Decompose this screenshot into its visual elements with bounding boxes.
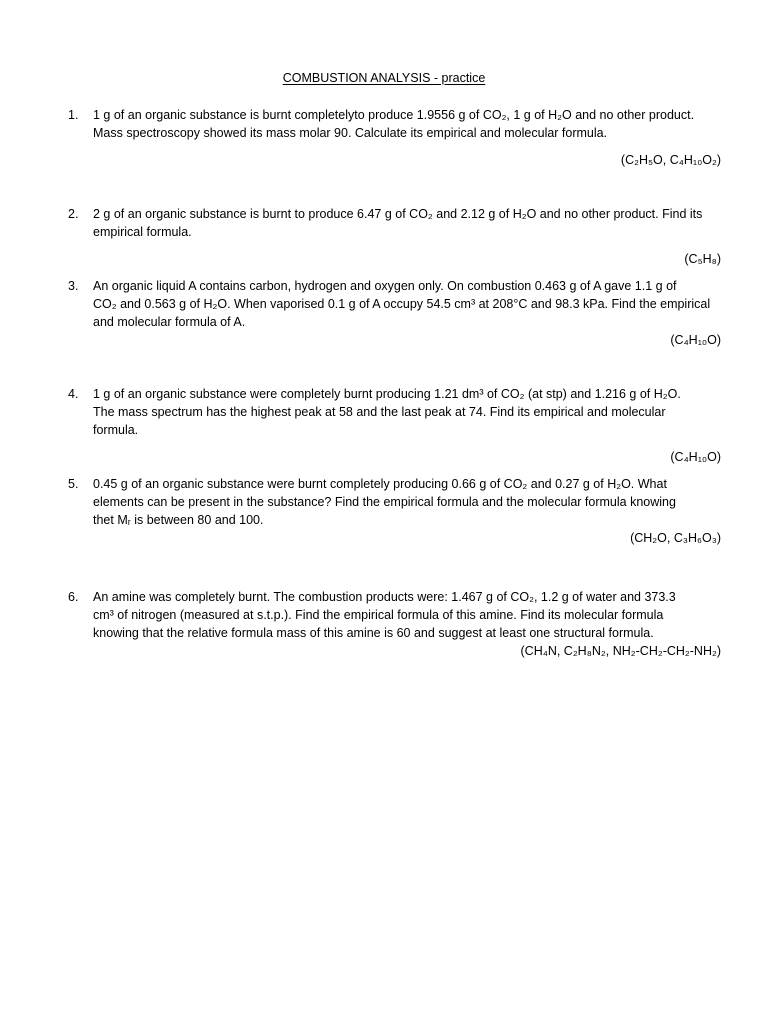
question-2 (68, 205, 723, 268)
question-answer: (C₄H₁₀O) (670, 450, 721, 464)
question-4 (68, 385, 723, 466)
question-text: An amine was completely burnt. The combustion products were: 1.467 g of CO₂, 1.2 g of water and 373.3 cm³ of nitrogen (measured at s.t.p.). Find the empirical formula of this amine. Find its molecular formula knowing that the relative formula mass of this amine is 60 and suggest at least one structural formula. (93, 590, 676, 640)
question-number: 2. (68, 207, 79, 221)
question-answer: (C₅H₈) (684, 252, 721, 266)
question-text: An organic liquid A contains carbon, hydrogen and oxygen only. On combustion 0.463 g of A gave 1.1 g of CO₂ and 0.563 g of H₂O. When vaporised 0.1 g of A occupy 54.5 cm³ at 208°C and 98.3 kPa. Find the empirical and molecular formula of A. (93, 279, 711, 329)
question-text: 1 g of an organic substance is burnt completelyto produce 1.9556 g of CO₂, 1 g of H₂O and no other product. Mass spectroscopy showed its mass molar 90. Calculate its empirical and molecular formula. (93, 108, 695, 140)
question-text: 2 g of an organic substance is burnt to produce 6.47 g of CO₂ and 2.12 g of H₂O and no other product. Find its empirical formula. (93, 207, 703, 239)
question-text: 0.45 g of an organic substance were burnt completely producing 0.66 g of CO₂ and 0.27 g of H₂O. What elements can be present in the substance? Find the empirical formula and the molecular formula knowing thet Mᵣ is between 80 and 100. (93, 477, 676, 527)
document-title: COMBUSTION ANALYSIS - practice (282, 71, 486, 85)
question-number: 5. (68, 477, 79, 491)
question-number: 4. (68, 387, 79, 401)
question-answer: (CH₂O, C₃H₆O₃) (630, 531, 721, 545)
question-5 (68, 475, 723, 547)
question-answer: (C₄H₁₀O) (670, 333, 721, 347)
question-1 (68, 106, 723, 169)
question-text: 1 g of an organic substance were completely burnt producing 1.21 dm³ of CO₂ (at stp) and 1.216 g of H₂O. The mass spectrum has the highest peak at 58 and the last peak at 74. Find its empirical and molecular formula. (93, 387, 681, 437)
question-number: 3. (68, 279, 79, 293)
question-6 (68, 588, 723, 660)
question-3 (68, 277, 723, 349)
question-number: 1. (68, 108, 79, 122)
question-answer: (C₂H₅O, C₄H₁₀O₂) (620, 153, 721, 167)
question-number: 6. (68, 590, 79, 604)
question-answer: (CH₄N, C₂H₈N₂, NH₂-CH₂-CH₂-NH₂) (520, 644, 721, 658)
